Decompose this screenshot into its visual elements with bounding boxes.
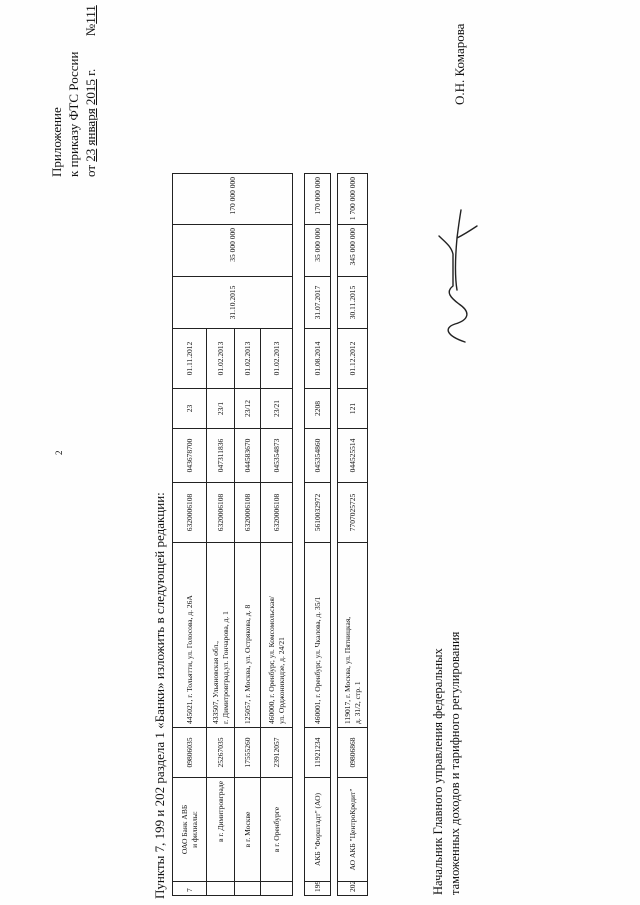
row-number: 7 — [173, 882, 207, 896]
okpo: 23912057 — [261, 728, 293, 778]
appendix-header — [48, 7, 99, 177]
inn: 6320006108 — [235, 483, 261, 543]
bik: 044525514 — [338, 429, 368, 483]
order-number: 111 — [83, 5, 98, 24]
okpo: 17555260 — [235, 728, 261, 778]
bank-table-199 — [304, 173, 331, 896]
address: 119017, г. Москва, ул. Пятницкая, д. 31/2, стр. 1 — [338, 543, 368, 728]
handwritten-signature — [425, 200, 485, 350]
bik: 043678700 — [173, 429, 207, 483]
table-row — [305, 174, 331, 896]
sum-1: 345 000 000 — [338, 225, 368, 277]
intro-text: Пункты 7, 199 и 202 раздела 1 «Банки» изложить в следующей редакции: — [152, 492, 167, 899]
date-end: 31.10.2015 — [173, 277, 293, 329]
page-number: 2 — [54, 450, 64, 455]
row-number: 202 — [338, 882, 368, 896]
signatory-title: Начальник Главного управления федеральных таможенных доходов и тарифного регулирования — [431, 631, 462, 895]
date-start: 01.02.2013 — [235, 329, 261, 389]
reg-number: 23/12 — [235, 389, 261, 429]
bank-name: АКБ "Форштадт" (АО) — [305, 778, 331, 882]
reg-number: 23 — [173, 389, 207, 429]
bank-name: ОАО Банк АВБ и филиалы: — [173, 778, 207, 882]
reg-number: 2208 — [305, 389, 331, 429]
address: 460001, г. Оренбург, ул. Чкалова, д. 35/1 — [305, 543, 331, 728]
address: 445021, г. Тольятти, ул. Голосова, д. 26А — [173, 543, 207, 728]
okpo: 25267035 — [207, 728, 235, 778]
appendix-title: Приложение — [49, 107, 64, 177]
reg-number: 121 — [338, 389, 368, 429]
row-number: 199 — [305, 882, 331, 896]
table-row — [338, 174, 368, 896]
date-start: 01.11.2012 — [173, 329, 207, 389]
bik: 045354860 — [305, 429, 331, 483]
inn: 6320006108 — [207, 483, 235, 543]
inn: 5610032972 — [305, 483, 331, 543]
bank-table-202 — [337, 173, 368, 896]
date-start: 01.02.2013 — [261, 329, 293, 389]
date-month: января — [83, 108, 98, 146]
okpo: 09806035 — [173, 728, 207, 778]
date-end: 30.11.2015 — [338, 277, 368, 329]
branch-name: в г. Оренбурге — [261, 778, 293, 882]
okpo: 09806868 — [338, 728, 368, 778]
branch-name: в г. Димитровграде — [207, 778, 235, 882]
address: 433507, Ульяновская обл., г. Димитровград,ул. Гончарова, д. 1 — [207, 543, 235, 728]
reg-number: 23/1 — [207, 389, 235, 429]
address: 125057, г. Москва, ул. Острякова, д. 8 — [235, 543, 261, 728]
inn: 6320006108 — [261, 483, 293, 543]
signatory-name: О.Н. Комарова — [452, 23, 467, 105]
date-day: 23 — [83, 148, 98, 162]
bik: 044583670 — [235, 429, 261, 483]
address: 460000, г. Оренбург, ул. Комсомольская/ ул. Орджоникидзе, д. 24/21 — [261, 543, 293, 728]
date-start: 01.12.2012 — [338, 329, 368, 389]
date-end: 31.07.2017 — [305, 277, 331, 329]
date-start: 01.02.2013 — [207, 329, 235, 389]
appendix-order-ref: к приказу ФТС России — [66, 51, 81, 177]
date-start: 01.08.2014 — [305, 329, 331, 389]
sum-2: 170 000 000 — [305, 174, 331, 225]
inn: 7707025725 — [338, 483, 368, 543]
sum-1: 35 000 000 — [305, 225, 331, 277]
table-row — [173, 174, 207, 896]
date-year: 2015 — [83, 79, 98, 106]
appendix-date-line: от 23 января 2015 г. №111 — [83, 5, 98, 177]
reg-number: 23/21 — [261, 389, 293, 429]
sum-2: 1 700 000 000 — [338, 174, 368, 225]
sum-2: 170 000 000 — [173, 174, 293, 225]
sum-1: 35 000 000 — [173, 225, 293, 277]
bank-table-7 — [172, 173, 293, 896]
inn: 6320006108 — [173, 483, 207, 543]
bik: 045354873 — [261, 429, 293, 483]
bik: 047311836 — [207, 429, 235, 483]
bank-name: АО АКБ "ЦентроКредит" — [338, 778, 368, 882]
okpo: 11921234 — [305, 728, 331, 778]
branch-name: в г. Москве — [235, 778, 261, 882]
